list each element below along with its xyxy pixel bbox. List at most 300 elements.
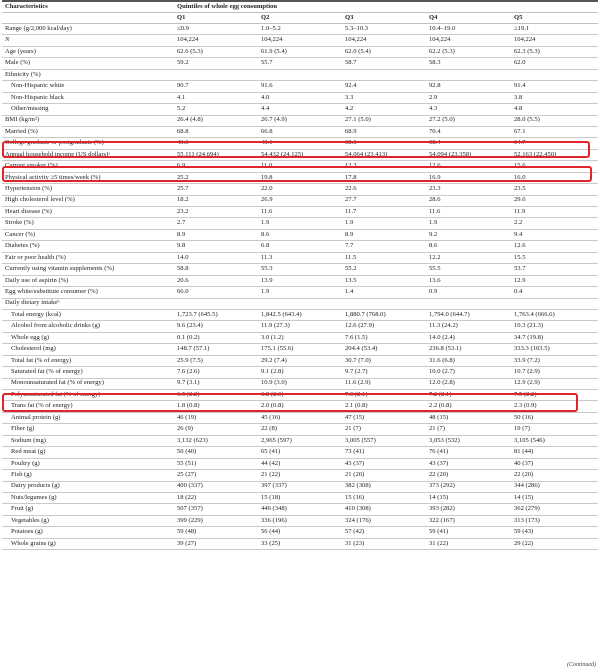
- cell-q5: 81 (44): [514, 447, 598, 458]
- cell-q4: 76 (41): [429, 447, 514, 458]
- cell-q1: 68.8: [177, 126, 261, 137]
- cell-q3: 5.3–10.3: [345, 24, 429, 35]
- row-label: Egg white/substitute consumer (%): [2, 287, 177, 298]
- cell-q3: 410 (308): [345, 504, 429, 515]
- cell-q2: 336 (196): [261, 515, 345, 526]
- table-row: [2, 458, 598, 469]
- cell-q5: 62.3 (5.3): [514, 46, 598, 57]
- cell-q1: 39 (27): [177, 538, 261, 549]
- cell-q2: 54,432 (24,125): [261, 149, 345, 160]
- row-label: Fair or poor health (%): [2, 252, 177, 263]
- table-row: [2, 69, 598, 80]
- cell-q5: 59 (43): [514, 527, 598, 538]
- cell-q1: 25.7: [177, 184, 261, 195]
- cell-q2: 66.8: [261, 126, 345, 137]
- cell-q4: 22 (20): [429, 470, 514, 481]
- cell-q1: 1.8 (0.8): [177, 401, 261, 412]
- cell-q2: 40.1: [261, 138, 345, 149]
- row-label: Vegetables (g): [2, 515, 177, 526]
- cell-q1: 25.2: [177, 172, 261, 183]
- cell-q2: 446 (348): [261, 504, 345, 515]
- row-label: Fish (g): [2, 470, 177, 481]
- cell-q5: 11.9: [514, 207, 598, 218]
- table-row: [2, 355, 598, 366]
- characteristics-table: [2, 2, 598, 550]
- cell-q2: 175.1 (55.6): [261, 344, 345, 355]
- cell-q3: 13.5: [345, 275, 429, 286]
- cell-q2: 6.8: [261, 241, 345, 252]
- cell-q1: 20.6: [177, 275, 261, 286]
- cell-q3: 17.8: [345, 172, 429, 183]
- quintile-header-q4: Q4: [429, 13, 514, 24]
- table-row: [2, 252, 598, 263]
- cell-q3: 21 (20): [345, 470, 429, 481]
- cell-q2: 26.7 (4.9): [261, 115, 345, 126]
- cell-q5: 23.5: [514, 184, 598, 195]
- cell-q5: 15.5: [514, 252, 598, 263]
- table-row: [2, 264, 598, 275]
- cell-q5: 333.3 (103.5): [514, 344, 598, 355]
- cell-q3: 8.9: [345, 229, 429, 240]
- cell-q2: 104,224: [261, 35, 345, 46]
- cell-q5: 15.6: [514, 161, 598, 172]
- cell-q3: 324 (176): [345, 515, 429, 526]
- cell-q5: 12.9 (2.9): [514, 378, 598, 389]
- cell-q1: 8.9: [177, 229, 261, 240]
- table-row: [2, 447, 598, 458]
- characteristics-header: Characteristics: [2, 2, 177, 13]
- cell-q5: 12.6: [514, 241, 598, 252]
- cell-q5: ≥19.1: [514, 24, 598, 35]
- cell-q3: 43 (37): [345, 458, 429, 469]
- highlight-college-row: [2, 166, 592, 182]
- table-row: [2, 470, 598, 481]
- table-row: [2, 298, 598, 309]
- cell-q5: 7.5 (2.2): [514, 390, 598, 401]
- row-label: Other/missing: [2, 104, 177, 115]
- row-label: Trans fat (% of energy): [2, 401, 177, 412]
- cell-q2: 11.3: [261, 252, 345, 263]
- cell-q3: 104,224: [345, 35, 429, 46]
- cell-q5: 50 (16): [514, 412, 598, 423]
- cell-q4: 21 (7): [429, 424, 514, 435]
- cell-q1: 90.7: [177, 81, 261, 92]
- cell-q3: 12.3: [345, 161, 429, 172]
- cell-q2: 1.9: [261, 218, 345, 229]
- cell-q5: 2.2: [514, 218, 598, 229]
- row-label: Age (years): [2, 46, 177, 57]
- row-label: Stroke (%): [2, 218, 177, 229]
- row-label: Fruit (g): [2, 504, 177, 515]
- cell-q5: 29 (22): [514, 538, 598, 549]
- cell-q3: 57 (42): [345, 527, 429, 538]
- cell-q2: 2,965 (597): [261, 435, 345, 446]
- row-label: Whole egg (g): [2, 332, 177, 343]
- cell-q1: 148.7 (57.1): [177, 344, 261, 355]
- cell-q5: 10.3 (21.3): [514, 321, 598, 332]
- cell-q5: 16.0: [514, 172, 598, 183]
- cell-q5: 344 (286): [514, 481, 598, 492]
- cell-q2: 26.9: [261, 195, 345, 206]
- cell-q3: 27.1 (5.0): [345, 115, 429, 126]
- table-row: [2, 504, 598, 515]
- cell-q1: 62.6 (5.3): [177, 46, 261, 57]
- cell-q5: 52,163 (22,450): [514, 149, 598, 160]
- cell-q3: 11.7: [345, 207, 429, 218]
- table-row: [2, 287, 598, 298]
- cell-q2: 55.7: [261, 58, 345, 69]
- cell-q1: 46 (19): [177, 412, 261, 423]
- cell-q3: 58.7: [345, 58, 429, 69]
- cell-q5: [514, 69, 598, 80]
- row-label: Physical activity ≥5 times/week (%): [2, 172, 177, 183]
- cell-q3: 27.7: [345, 195, 429, 206]
- cell-q1: 18 (22): [177, 492, 261, 503]
- table-row: [2, 92, 598, 103]
- cell-q4: 28.6: [429, 195, 514, 206]
- cell-q2: 65 (41): [261, 447, 345, 458]
- row-label: Daily use of aspirin (%): [2, 275, 177, 286]
- cell-q1: 399 (229): [177, 515, 261, 526]
- row-label: Male (%): [2, 58, 177, 69]
- row-label: Hypertension (%): [2, 184, 177, 195]
- cell-q1: [177, 69, 261, 80]
- table-row: [2, 332, 598, 343]
- cell-q3: 21 (7): [345, 424, 429, 435]
- table-row: [2, 424, 598, 435]
- row-label: Poultry (g): [2, 458, 177, 469]
- cell-q3: 15 (16): [345, 492, 429, 503]
- cell-q1: 507 (357): [177, 504, 261, 515]
- cell-q4: 14 (15): [429, 492, 514, 503]
- cell-q1: 25.9 (7.5): [177, 355, 261, 366]
- cell-q5: 2.3 (0.9): [514, 401, 598, 412]
- cell-q4: 4.3: [429, 104, 514, 115]
- cell-q5: 28.0 (5.5): [514, 115, 598, 126]
- row-label: Animal protein (g): [2, 412, 177, 423]
- quintile-header-q1: Q1: [177, 13, 261, 24]
- quintile-header-q2: Q2: [261, 13, 345, 24]
- cell-q4: 55.5: [429, 264, 514, 275]
- cell-q4: 10.4–19.0: [429, 24, 514, 35]
- cell-q1: 9.6 (23.4): [177, 321, 261, 332]
- cell-q4: 11.6: [429, 207, 514, 218]
- cell-q1: 3,132 (623): [177, 435, 261, 446]
- continued-note: (Continued): [567, 662, 596, 668]
- quintile-group-header: Quintiles of whole egg consumption: [177, 2, 598, 13]
- table-row: [2, 241, 598, 252]
- cell-q1: 7.6 (2.6): [177, 367, 261, 378]
- cell-q1: 59.2: [177, 58, 261, 69]
- cell-q5: 362 (279): [514, 504, 598, 515]
- cell-q4: 12.0 (2.8): [429, 378, 514, 389]
- cell-q5: 104,224: [514, 35, 598, 46]
- cell-q4: 31.6 (6.8): [429, 355, 514, 366]
- cell-q2: 15 (18): [261, 492, 345, 503]
- cell-q5: 40 (37): [514, 458, 598, 469]
- table-row: [2, 481, 598, 492]
- row-label: Daily dietary intakeᵇ: [2, 298, 177, 309]
- cell-q3: 11.5: [345, 252, 429, 263]
- cell-q2: 21 (22): [261, 470, 345, 481]
- cell-q1: 23.2: [177, 207, 261, 218]
- cell-q2: 11.9 (27.3): [261, 321, 345, 332]
- cell-q5: 67.1: [514, 126, 598, 137]
- cell-q3: 11.6 (2.9): [345, 378, 429, 389]
- cell-q3: 22.6: [345, 184, 429, 195]
- table-row: [2, 538, 598, 549]
- cell-q5: [514, 298, 598, 309]
- table-row: [2, 435, 598, 446]
- cell-q4: 9.2: [429, 229, 514, 240]
- row-label: Non-Hispanic black: [2, 92, 177, 103]
- cell-q1: 25 (27): [177, 470, 261, 481]
- row-label: Range (g/2,000 kcal/day): [2, 24, 177, 35]
- cell-q4: 70.4: [429, 126, 514, 137]
- table-row: [2, 195, 598, 206]
- cell-q4: 373 (292): [429, 481, 514, 492]
- cell-q2: 4.0: [261, 92, 345, 103]
- table-row: [2, 115, 598, 126]
- table-row: [2, 104, 598, 115]
- table-row: [2, 24, 598, 35]
- cell-q1: 58.8: [177, 264, 261, 275]
- cell-q2: 11.6: [261, 207, 345, 218]
- table-row: [2, 81, 598, 92]
- cell-q5: 29.6: [514, 195, 598, 206]
- cell-q4: 54,094 (23,358): [429, 149, 514, 160]
- cell-q2: [261, 69, 345, 80]
- cell-q3: 92.4: [345, 81, 429, 92]
- cell-q3: 30.7 (7.0): [345, 355, 429, 366]
- table-row: [2, 344, 598, 355]
- cell-q5: 19 (7): [514, 424, 598, 435]
- row-label: Saturated fat (% of energy): [2, 367, 177, 378]
- cell-q5: 33.9 (7.2): [514, 355, 598, 366]
- row-label: Whole grains (g): [2, 538, 177, 549]
- cell-q1: 104,224: [177, 35, 261, 46]
- cell-q2: 22 (8): [261, 424, 345, 435]
- cell-q3: 7.6 (1.5): [345, 332, 429, 343]
- table-row: [2, 492, 598, 503]
- cell-q4: 2.2 (0.8): [429, 401, 514, 412]
- cell-q5: 91.4: [514, 81, 598, 92]
- cell-q5: 53.7: [514, 264, 598, 275]
- quintile-header-q5: Q5: [514, 13, 598, 24]
- cell-q1: 400 (337): [177, 481, 261, 492]
- cell-q4: 58.3: [429, 58, 514, 69]
- cell-q3: 1.9: [345, 218, 429, 229]
- cell-q5: 3.8: [514, 92, 598, 103]
- cell-q4: 322 (167): [429, 515, 514, 526]
- cell-q2: 1.9: [261, 287, 345, 298]
- cell-q4: [429, 298, 514, 309]
- cell-q5: 1,763.4 (666.6): [514, 309, 598, 320]
- row-label: N: [2, 35, 177, 46]
- cell-q1: 55,111 (24,694): [177, 149, 261, 160]
- row-label: Ethnicity (%): [2, 69, 177, 80]
- cell-q1: 6.9: [177, 161, 261, 172]
- cell-q2: 45 (16): [261, 412, 345, 423]
- cell-q4: 11.3 (24.2): [429, 321, 514, 332]
- row-label: Diabetes (%): [2, 241, 177, 252]
- cell-q3: 73 (41): [345, 447, 429, 458]
- row-label: Current smoker (%): [2, 161, 177, 172]
- cell-q1: 4.1: [177, 92, 261, 103]
- row-label: Annual household income (US dollars)ᵃ: [2, 149, 177, 160]
- table-header-row: [2, 2, 598, 13]
- cell-q4: 43 (37): [429, 458, 514, 469]
- cell-q5: 4.8: [514, 104, 598, 115]
- cell-q3: 204.4 (53.4): [345, 344, 429, 355]
- table-row: [2, 35, 598, 46]
- table-row: [2, 367, 598, 378]
- quintile-header-q3: Q3: [345, 13, 429, 24]
- cell-q1: 55 (51): [177, 458, 261, 469]
- cell-q2: 56 (44): [261, 527, 345, 538]
- cell-q1: 18.2: [177, 195, 261, 206]
- table-row: [2, 218, 598, 229]
- cell-q3: 3,005 (557): [345, 435, 429, 446]
- cell-q3: 31 (23): [345, 538, 429, 549]
- cell-q3: 7.7: [345, 241, 429, 252]
- cell-q4: 10.0 (2.7): [429, 367, 514, 378]
- cell-q4: 92.8: [429, 81, 514, 92]
- cell-q1: 9.7 (3.1): [177, 378, 261, 389]
- cell-q1: 0.1 (0.2): [177, 332, 261, 343]
- cell-q1: 14.0: [177, 252, 261, 263]
- cell-q4: [429, 69, 514, 80]
- quintile-header-row: [2, 13, 598, 24]
- cell-q4: 1,794.0 (644.7): [429, 309, 514, 320]
- cell-q4: 13.6: [429, 275, 514, 286]
- table-row: [2, 412, 598, 423]
- cell-q3: 1,880.7 (768.0): [345, 309, 429, 320]
- table-row: [2, 207, 598, 218]
- cell-q2: 19.8: [261, 172, 345, 183]
- cell-q1: 2.7: [177, 218, 261, 229]
- row-label: Cholesterol (mg): [2, 344, 177, 355]
- cell-q2: 55.3: [261, 264, 345, 275]
- cell-q3: 68.9: [345, 126, 429, 137]
- cell-q5: 34.7: [514, 138, 598, 149]
- cell-q5: 34.7 (19.8): [514, 332, 598, 343]
- cell-q4: 12.2: [429, 252, 514, 263]
- row-label: Fiber (g): [2, 424, 177, 435]
- row-label: Nuts/legumes (g): [2, 492, 177, 503]
- cell-q4: 16.9: [429, 172, 514, 183]
- table-row: [2, 46, 598, 57]
- cell-q4: 0.9: [429, 287, 514, 298]
- cell-q4: 38.4: [429, 138, 514, 149]
- row-label: High cholesterol level (%): [2, 195, 177, 206]
- row-label: BMI (kg/m²): [2, 115, 177, 126]
- cell-q1: 66.0: [177, 287, 261, 298]
- cell-q4: 12.6: [429, 161, 514, 172]
- cell-q4: 104,224: [429, 35, 514, 46]
- cell-q2: 22.0: [261, 184, 345, 195]
- cell-q5: 10.7 (2.9): [514, 367, 598, 378]
- cell-q1: 5.2: [177, 104, 261, 115]
- cell-q4: 1.9: [429, 218, 514, 229]
- cell-q4: 59 (41): [429, 527, 514, 538]
- table-row: [2, 184, 598, 195]
- cell-q3: 1.4: [345, 287, 429, 298]
- cell-q2: 44 (42): [261, 458, 345, 469]
- cell-q3: [345, 298, 429, 309]
- highlight-bmi-row: [2, 141, 590, 158]
- row-label: Alcohol from alcoholic drinks (g): [2, 321, 177, 332]
- cell-q5: 62.0: [514, 58, 598, 69]
- cell-q2: 8.6: [261, 229, 345, 240]
- row-label: Sodium (mg): [2, 435, 177, 446]
- cell-q4: 2.9: [429, 92, 514, 103]
- cell-q2: 29.2 (7.4): [261, 355, 345, 366]
- row-label: Currently using vitamin supplements (%): [2, 264, 177, 275]
- row-label: Cancer (%): [2, 229, 177, 240]
- cell-q4: 48 (15): [429, 412, 514, 423]
- row-label: Total energy (kcal): [2, 309, 177, 320]
- cell-q5: 3,105 (546): [514, 435, 598, 446]
- row-label: College graduate or postgraduate (%): [2, 138, 177, 149]
- cell-q4: 7.2 (2.1): [429, 390, 514, 401]
- row-label: Heart disease (%): [2, 207, 177, 218]
- row-label: Potatoes (g): [2, 527, 177, 538]
- cell-q4: 27.2 (5.0): [429, 115, 514, 126]
- cell-q2: 91.6: [261, 81, 345, 92]
- row-label: Monounsaturated fat (% of energy): [2, 378, 177, 389]
- cell-q1: 43.3: [177, 138, 261, 149]
- cell-q4: 23.3: [429, 184, 514, 195]
- cell-q3: 38.6: [345, 138, 429, 149]
- cell-q1: 50 (40): [177, 447, 261, 458]
- table-row: [2, 378, 598, 389]
- empty-header-cell: [2, 13, 177, 24]
- cell-q1: 6.5 (2.2): [177, 390, 261, 401]
- cell-q4: 31 (22): [429, 538, 514, 549]
- cell-q2: 9.1 (2.8): [261, 367, 345, 378]
- cell-q3: 2.1 (0.8): [345, 401, 429, 412]
- table-row: [2, 321, 598, 332]
- cell-q1: ≤0.9: [177, 24, 261, 35]
- cell-q2: 1,842.5 (643.4): [261, 309, 345, 320]
- cell-q3: 7.0 (2.1): [345, 390, 429, 401]
- row-label: Polyunsaturated fat (% of energy): [2, 390, 177, 401]
- cell-q4: 393 (282): [429, 504, 514, 515]
- cell-q5: 0.4: [514, 287, 598, 298]
- cell-q2: 397 (337): [261, 481, 345, 492]
- cell-q2: 13.9: [261, 275, 345, 286]
- cell-q3: 47 (15): [345, 412, 429, 423]
- cell-q3: 9.7 (2.7): [345, 367, 429, 378]
- highlight-whole-egg-row: [2, 393, 578, 412]
- table-row: [2, 58, 598, 69]
- cell-q1: 59 (48): [177, 527, 261, 538]
- cell-q2: 2.0 (0.8): [261, 401, 345, 412]
- cell-q1: 1,723.7 (645.5): [177, 309, 261, 320]
- row-label: Dairy products (g): [2, 481, 177, 492]
- row-label: Red meat (g): [2, 447, 177, 458]
- cell-q4: 3,053 (532): [429, 435, 514, 446]
- cell-q2: 6.8 (2.3): [261, 390, 345, 401]
- row-label: Non-Hispanic white: [2, 81, 177, 92]
- cell-q5: 14 (15): [514, 492, 598, 503]
- cell-q3: 12.6 (27.9): [345, 321, 429, 332]
- cell-q2: 33 (25): [261, 538, 345, 549]
- cell-q3: 62.0 (5.4): [345, 46, 429, 57]
- table-row: [2, 126, 598, 137]
- cell-q1: [177, 298, 261, 309]
